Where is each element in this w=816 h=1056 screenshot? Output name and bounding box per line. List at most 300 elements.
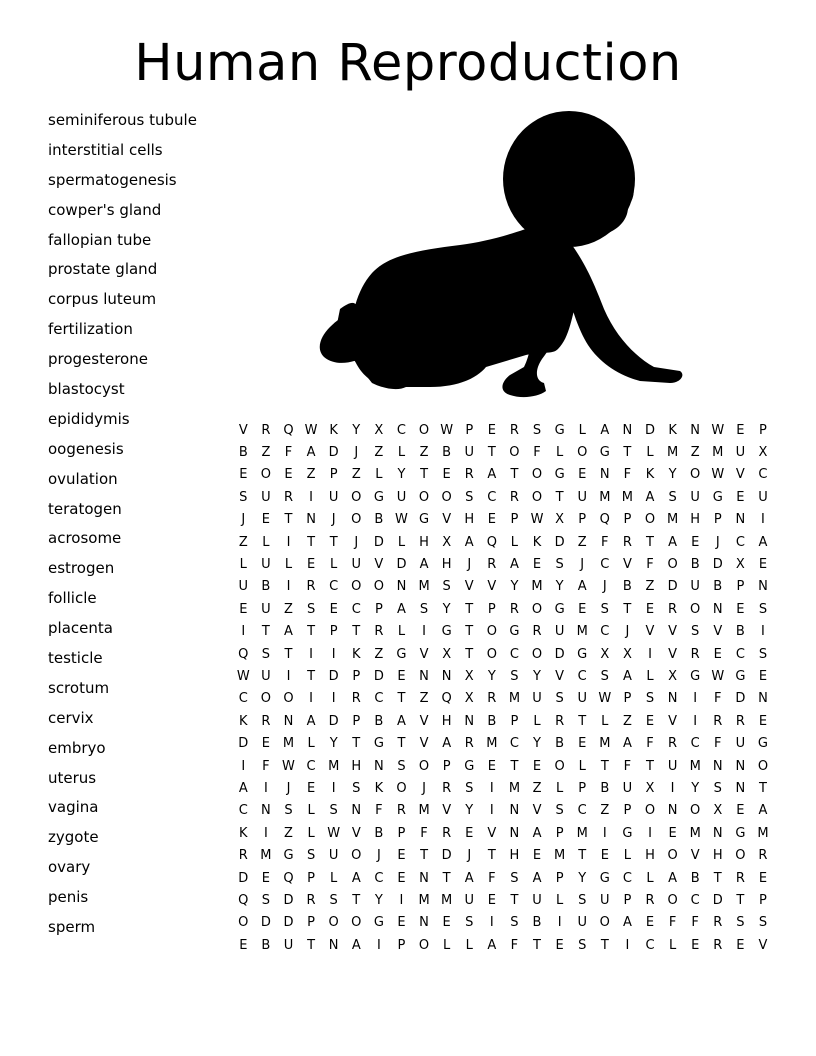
grid-cell: D [328,713,339,729]
grid-cell: M [599,489,611,505]
grid-cell: C [509,646,519,662]
grid-cell: P [397,825,406,841]
grid-cell: O [690,467,701,483]
grid-cell: W [530,512,544,528]
grid-cell: W [304,422,318,438]
grid-cell: I [241,758,246,774]
grid-cell: Z [577,534,587,550]
grid-cell: I [489,803,494,819]
word-list-item: oogenesis [48,439,124,458]
grid-cell: S [306,848,316,864]
grid-cell: P [442,758,451,774]
word-list-item: blastocyst [48,380,125,399]
grid-cell: O [418,937,430,953]
grid-cell: L [646,870,654,886]
grid-cell: I [602,825,607,841]
grid-cell: L [555,445,564,461]
grid-cell: U [690,579,700,595]
word-list-item: fallopian tube [48,230,152,249]
grid-cell: R [622,534,632,550]
grid-cell: Z [284,825,293,841]
grid-cell: T [442,870,451,886]
grid-cell: U [577,915,587,931]
grid-cell: O [599,915,610,931]
grid-cell: Y [487,668,496,684]
grid-cell: T [284,646,293,662]
grid-cell: V [419,646,429,662]
grid-cell: T [465,601,474,617]
grid-cell: F [714,736,722,752]
grid-cell: S [532,422,542,438]
grid-cell: V [487,825,497,841]
grid-cell: E [487,892,496,908]
grid-cell: B [600,780,610,796]
grid-cell: X [758,445,768,461]
grid-cell: X [735,557,745,573]
grid-cell: F [420,825,428,841]
grid-cell: U [261,557,271,573]
grid-cell: J [602,579,607,595]
grid-cell: E [645,713,655,729]
grid-cell: U [667,758,678,774]
grid-cell: A [419,557,429,573]
grid-cell: X [645,780,655,796]
grid-cell: L [307,736,315,752]
grid-cell: U [464,445,474,461]
grid-cell: E [691,534,700,550]
grid-cell: P [623,512,632,528]
grid-cell: O [283,691,294,707]
grid-cell: V [645,624,655,640]
grid-cell: V [532,803,542,819]
grid-cell: Y [691,780,700,796]
grid-cell: I [286,668,291,684]
word-list-item: placenta [48,619,113,638]
grid-cell: D [283,915,294,931]
grid-cell: S [465,780,474,796]
grid-cell: P [623,803,632,819]
grid-cell: S [578,937,587,953]
grid-cell: R [306,579,316,595]
grid-cell: S [600,668,609,684]
grid-cell: T [713,870,722,886]
grid-cell: O [418,758,430,774]
grid-cell: E [239,937,248,953]
grid-cell: E [758,668,768,684]
grid-cell: E [397,668,406,684]
grid-cell: B [374,825,384,841]
grid-cell: C [577,803,587,819]
grid-cell: U [622,780,633,796]
grid-cell: Y [397,467,406,483]
grid-cell: W [395,512,408,528]
grid-cell: Q [238,646,249,662]
grid-cell: A [351,870,361,886]
grid-cell: C [600,557,610,573]
grid-cell: Q [599,512,610,528]
grid-cell: Z [284,601,293,617]
grid-cell: R [690,646,700,662]
grid-cell: G [373,915,384,931]
grid-cell: O [260,691,271,707]
grid-cell: Z [419,445,429,461]
grid-cell: I [399,892,404,908]
grid-cell: P [578,512,587,528]
grid-cell: S [555,557,564,573]
grid-row [232,553,774,575]
grid-cell: W [440,422,454,438]
grid-cell: I [309,646,313,662]
grid-cell: S [555,691,564,707]
word-list-item: seminiferous tubule [48,111,197,129]
grid-cell: J [331,512,336,528]
word-list-item: corpus luteum [48,290,157,309]
grid-cell: X [464,668,474,684]
grid-cell: S [758,646,768,662]
grid-cell: E [239,601,248,617]
grid-cell: M [689,758,701,774]
grid-cell: A [442,736,452,752]
grid-cell: O [644,512,656,528]
grid-cell: P [510,512,519,528]
grid-cell: V [690,848,700,864]
grid-cell: K [352,646,361,662]
grid-cell: D [238,870,249,886]
grid-cell: P [713,512,722,528]
grid-cell: T [307,534,316,550]
grid-row [232,419,774,441]
grid-cell: R [283,489,293,505]
grid-cell: D [644,422,655,438]
grid-cell: Z [600,803,610,819]
grid-cell: O [328,915,339,931]
grid-cell: O [373,579,384,595]
grid-row [232,486,774,508]
grid-cell: E [736,937,745,953]
grid-cell: P [374,601,383,617]
grid-cell: U [532,892,542,908]
grid-cell: B [532,915,542,931]
grid-cell: S [465,489,474,505]
grid-cell: S [419,601,429,617]
grid-cell: C [329,579,339,595]
grid-cell: E [397,915,406,931]
grid-cell: D [712,892,723,908]
word-list-item: spermatogenesis [48,170,177,189]
grid-cell: E [532,557,542,573]
grid-cell: N [735,780,746,796]
grid-cell: Y [352,422,361,438]
grid-cell: N [441,668,452,684]
grid-cell: R [668,601,678,617]
grid-cell: P [352,713,361,729]
grid-cell: O [667,557,678,573]
grid-cell: W [598,691,612,707]
grid-cell: T [397,736,406,752]
grid-cell: P [623,892,632,908]
grid-cell: T [307,668,316,684]
grid-cell: G [554,422,565,438]
grid-cell: I [263,780,268,796]
grid-cell: I [648,825,652,841]
grid-cell: J [241,512,246,528]
grid-cell: Q [283,422,294,438]
grid-cell: V [238,422,248,438]
grid-cell: R [735,870,745,886]
grid-cell: H [690,512,701,528]
word-list-item: fertilization [48,320,133,339]
grid-cell: D [667,579,678,595]
grid-cell: U [261,668,271,684]
grid-cell: V [464,579,474,595]
grid-cell: A [487,467,497,483]
grid-cell: C [351,601,361,617]
grid-cell: O [238,915,249,931]
grid-cell: S [645,691,655,707]
grid-cell: U [690,489,700,505]
grid-cell: R [396,803,406,819]
grid-cell: T [284,512,293,528]
grid-cell: T [352,624,361,640]
grid-cell: N [667,691,678,707]
grid-cell: G [622,825,633,841]
grid-cell: C [509,736,519,752]
grid-cell: A [351,937,361,953]
grid-cell: I [693,713,698,729]
grid-cell: G [735,668,746,684]
grid-cell: N [351,803,362,819]
word-list-item: uterus [48,768,97,787]
grid-row [232,710,774,732]
grid-cell: U [283,937,294,953]
grid-cell: K [668,422,677,438]
word-list-item: teratogen [48,499,122,518]
grid-cell: X [374,422,384,438]
grid-cell: I [422,624,426,640]
grid-cell: P [759,892,767,908]
grid-cell: K [532,534,542,550]
grid-cell: U [328,848,339,864]
grid-cell: B [374,713,384,729]
grid-cell: Z [374,445,384,461]
grid-cell: M [486,736,498,752]
grid-cell: N [328,937,339,953]
grid-cell: P [307,915,315,931]
grid-cell: V [351,825,361,841]
grid-cell: P [352,668,361,684]
grid-cell: H [441,557,452,573]
grid-cell: E [397,870,406,886]
grid-cell: K [645,467,655,483]
word-list-item: scrotum [48,678,110,697]
grid-cell: R [442,780,452,796]
grid-cell: F [510,937,519,953]
grid-cell: I [648,646,652,662]
grid-row [232,576,774,598]
grid-cell: T [600,758,609,774]
grid-cell: S [510,915,519,931]
grid-row [232,822,774,844]
grid-cell: F [623,467,632,483]
grid-cell: U [328,489,339,505]
grid-cell: T [646,534,654,550]
grid-cell: N [758,691,768,707]
grid-cell: M [757,825,769,841]
grid-cell: I [263,825,268,841]
grid-cell: X [555,512,565,528]
grid-cell: O [486,624,497,640]
grid-cell: X [622,646,632,662]
grid-cell: M [418,579,430,595]
grid-cell: G [373,489,384,505]
grid-cell: R [261,713,271,729]
grid-cell: P [555,870,564,886]
grid-cell: B [735,624,745,640]
grid-cell: G [509,624,520,640]
grid-cell: T [261,624,270,640]
grid-cell: A [532,870,542,886]
grid-cell: C [690,736,700,752]
grid-cell: R [532,624,542,640]
grid-cell: A [238,780,248,796]
grid-cell: L [623,848,632,864]
grid-cell: W [236,668,250,684]
grid-cell: O [690,601,701,617]
grid-cell: Q [238,892,249,908]
grid-row [232,755,774,777]
grid-cell: N [509,825,520,841]
grid-cell: D [712,557,723,573]
grid-cell: H [464,512,475,528]
grid-cell: T [555,489,564,505]
grid-cell: Q [441,691,452,707]
grid-cell: G [441,624,452,640]
grid-cell: P [329,624,338,640]
grid-cell: E [736,601,745,617]
grid-cell: N [373,758,384,774]
grid-cell: L [578,422,586,438]
grid-cell: F [714,691,722,707]
grid-cell: Y [533,668,541,684]
grid-cell: R [509,601,519,617]
grid-cell: C [600,624,610,640]
word-list-item: follicle [48,589,97,608]
grid-cell: T [307,937,316,953]
grid-cell: G [690,668,701,684]
grid-cell: A [509,557,519,573]
grid-cell: A [306,445,316,461]
grid-cell: L [330,870,338,886]
grid-cell: X [442,534,452,550]
grid-cell: L [510,534,519,550]
grid-cell: O [509,445,520,461]
grid-cell: L [578,758,586,774]
grid-row [232,844,774,866]
grid-cell: A [306,713,316,729]
grid-cell: S [758,915,768,931]
grid-cell: L [555,892,564,908]
grid-cell: Z [374,646,384,662]
grid-cell: E [487,512,496,528]
grid-cell: E [758,870,768,886]
grid-cell: O [351,489,362,505]
grid-cell: Y [329,736,338,752]
grid-cell: L [239,557,247,573]
grid-cell: P [510,713,519,729]
grid-cell: E [645,601,655,617]
grid-cell: Z [351,467,361,483]
grid-cell: A [758,803,768,819]
grid-cell: E [442,915,451,931]
grid-cell: S [397,758,406,774]
grid-cell: R [713,937,723,953]
grid-row [232,509,774,531]
grid-cell: L [646,445,654,461]
grid-row [232,688,774,710]
grid-cell: U [396,489,407,505]
grid-cell: B [555,736,565,752]
grid-cell: B [442,445,452,461]
grid-cell: Y [442,601,451,617]
grid-cell: O [554,758,565,774]
grid-cell: K [239,713,248,729]
grid-cell: S [668,489,677,505]
grid-cell: F [646,736,654,752]
grid-cell: T [420,848,429,864]
grid-cell: N [464,713,475,729]
word-list-item: acrosome [48,529,122,548]
grid-cell: E [465,825,474,841]
grid-cell: Q [486,534,497,550]
grid-cell: Y [668,467,677,483]
grid-cell: G [577,646,588,662]
grid-cell: O [531,489,543,505]
grid-cell: P [759,422,767,438]
grid-cell: L [330,557,338,573]
grid-cell: S [510,870,519,886]
grid-cell: E [239,467,248,483]
word-list-item: cervix [48,708,94,727]
grid-row [232,441,774,463]
grid-row [232,732,774,754]
grid-cell: G [464,758,475,774]
grid-cell: T [510,758,519,774]
grid-cell: X [464,691,474,707]
grid-cell: E [736,803,745,819]
grid-cell: I [331,691,336,707]
grid-cell: Z [532,780,542,796]
grid-cell: M [621,489,633,505]
grid-cell: O [486,646,497,662]
grid-cell: A [668,534,678,550]
grid-cell: J [354,534,359,550]
grid-cell: S [510,668,519,684]
grid-cell: I [241,624,246,640]
grid-row [232,777,774,799]
grid-cell: N [712,601,723,617]
word-list-item: interstitial cells [48,140,163,159]
grid-cell: N [758,579,768,595]
word-list-item: estrogen [48,559,115,578]
grid-cell: D [373,668,384,684]
grid-cell: D [238,736,249,752]
grid-cell: O [396,780,407,796]
grid-cell: B [622,579,632,595]
grid-cell: R [758,848,768,864]
grid-cell: N [419,915,429,931]
grid-cell: O [667,892,678,908]
grid-cell: E [397,848,406,864]
